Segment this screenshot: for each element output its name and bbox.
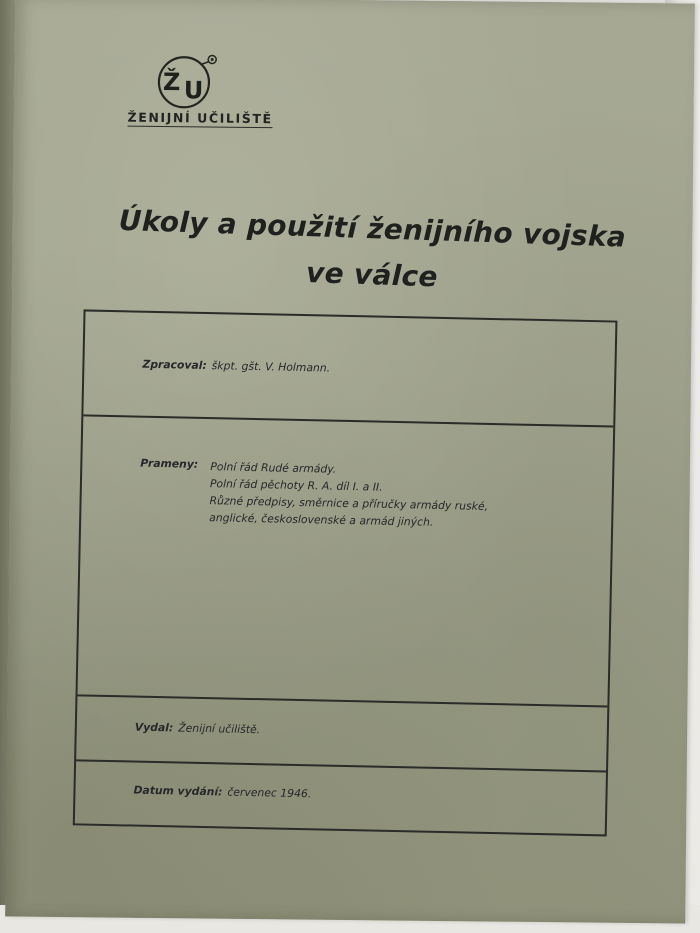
- divider-line: [77, 694, 607, 707]
- logo-u-letter: U: [183, 76, 204, 105]
- divider-line: [76, 759, 606, 772]
- source-item: Polní řád pěchoty R. A. díl I. a II.: [209, 477, 383, 494]
- date-row: [133, 784, 311, 801]
- publisher-value: Ženijní učiliště.: [178, 721, 261, 737]
- date-label: Datum vydání:: [133, 783, 223, 799]
- date-value: červenec 1946.: [227, 785, 312, 801]
- document-cover: [5, 0, 695, 924]
- document-title-line2: ve válce: [305, 256, 439, 294]
- publisher-row: [135, 721, 261, 737]
- zu-logo-emblem: [154, 50, 225, 113]
- source-item: Polní řád Rudé armády.: [210, 460, 337, 476]
- source-item: anglické, československé a armád jiných.: [209, 511, 434, 529]
- sources-list: [209, 458, 489, 532]
- source-item: Různé předpisy, směrnice a příručky armády ruské,: [209, 494, 489, 513]
- school-name: ŽENIJNÍ UČILIŠTĚ: [127, 109, 273, 127]
- author-label: Zpracoval:: [142, 357, 207, 372]
- author-row: [142, 358, 330, 375]
- author-value: škpt. gšt. V. Holmann.: [211, 359, 331, 375]
- publisher-label: Vydal:: [134, 720, 174, 735]
- sources-label: Prameny:: [140, 456, 199, 471]
- logo-z-letter: Ž: [162, 68, 181, 97]
- document-title-line1: Úkoly a použití ženijního vojska: [118, 203, 627, 254]
- info-box: [73, 309, 618, 836]
- divider-line: [83, 414, 613, 427]
